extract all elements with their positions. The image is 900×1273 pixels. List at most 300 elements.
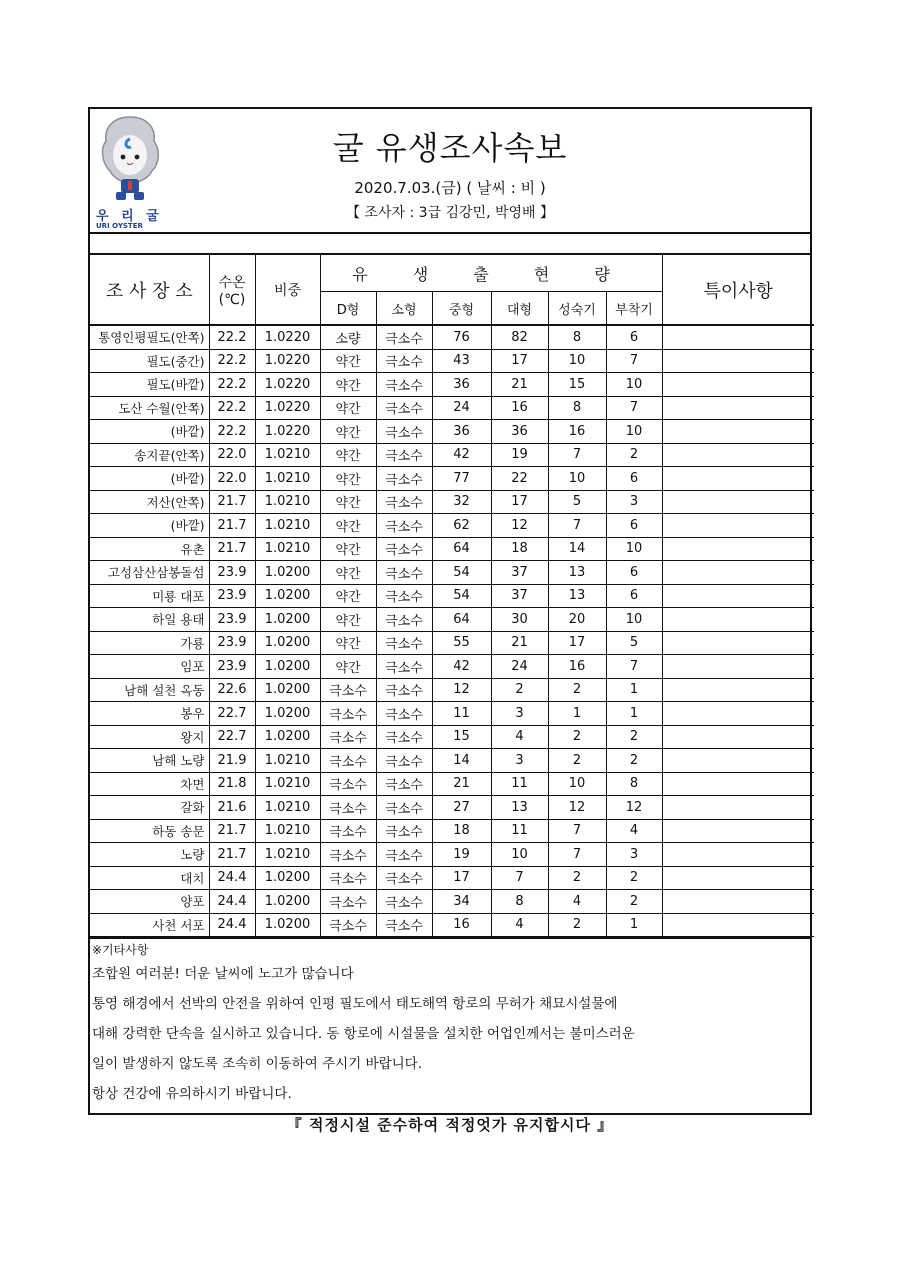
cell-large: 22 [491,467,548,491]
cell-medium: 64 [432,608,491,632]
cell-d-type: 극소수 [320,702,376,726]
bulletin-sheet [88,107,812,1115]
cell-large: 37 [491,584,548,608]
cell-attached: 12 [606,796,662,820]
cell-attached: 2 [606,749,662,773]
cell-small: 극소수 [376,373,432,397]
cell-d-type: 극소수 [320,678,376,702]
cell-remarks [662,443,814,467]
header-medium: 중형 [432,292,491,326]
cell-medium: 42 [432,443,491,467]
cell-gravity: 1.0200 [255,890,320,914]
cell-location: 대치 [90,866,209,890]
cell-gravity: 1.0200 [255,913,320,937]
cell-water-temp: 22.0 [209,467,255,491]
cell-remarks [662,608,814,632]
logo-subtext: URI OYSTER [96,222,143,230]
cell-medium: 17 [432,866,491,890]
cell-attached: 2 [606,890,662,914]
cell-d-type: 소량 [320,325,376,349]
cell-attached: 6 [606,561,662,585]
cell-remarks [662,467,814,491]
cell-water-temp: 22.0 [209,443,255,467]
cell-d-type: 약간 [320,514,376,538]
cell-water-temp: 24.4 [209,913,255,937]
cell-medium: 43 [432,349,491,373]
cell-mature: 7 [548,514,606,538]
cell-location: 임포 [90,655,209,679]
cell-d-type: 극소수 [320,772,376,796]
cell-remarks [662,772,814,796]
cell-small: 극소수 [376,749,432,773]
cell-medium: 15 [432,725,491,749]
notes-line: 항상 건강에 유의하시기 바랍니다. [92,1086,292,1102]
header-large: 대형 [491,292,548,326]
cell-small: 극소수 [376,608,432,632]
cell-gravity: 1.0200 [255,678,320,702]
cell-remarks [662,725,814,749]
cell-small: 극소수 [376,796,432,820]
cell-small: 극소수 [376,843,432,867]
table-row [90,490,814,514]
cell-water-temp: 21.8 [209,772,255,796]
cell-mature: 5 [548,490,606,514]
table-row [90,349,814,373]
cell-gravity: 1.0210 [255,749,320,773]
cell-attached: 6 [606,325,662,349]
cell-small: 극소수 [376,561,432,585]
cell-large: 30 [491,608,548,632]
cell-mature: 2 [548,866,606,890]
cell-water-temp: 21.7 [209,514,255,538]
cell-mature: 2 [548,725,606,749]
cell-location: 봉우 [90,702,209,726]
cell-location: 미룡 대포 [90,584,209,608]
table-row [90,796,814,820]
cell-large: 3 [491,702,548,726]
cell-remarks [662,890,814,914]
cell-water-temp: 21.7 [209,490,255,514]
cell-medium: 18 [432,819,491,843]
cell-water-temp: 22.2 [209,396,255,420]
cell-small: 극소수 [376,349,432,373]
header-remarks: 특이사항 [662,255,814,325]
notes-line: 조합원 여러분! 더운 날씨에 노고가 많습니다 [92,966,354,982]
cell-water-temp: 24.4 [209,866,255,890]
cell-d-type: 약간 [320,631,376,655]
cell-gravity: 1.0210 [255,772,320,796]
surveyor: 【 조사자 : 3급 김강민, 박영배 】 [345,205,554,221]
cell-water-temp: 21.7 [209,843,255,867]
cell-large: 11 [491,772,548,796]
cell-gravity: 1.0200 [255,725,320,749]
cell-gravity: 1.0200 [255,584,320,608]
cell-gravity: 1.0200 [255,631,320,655]
cell-d-type: 약간 [320,373,376,397]
cell-location: 남해 설천 옥동 [90,678,209,702]
cell-medium: 34 [432,890,491,914]
notes-heading: ※기타사항 [92,943,149,957]
cell-d-type: 극소수 [320,819,376,843]
cell-small: 극소수 [376,913,432,937]
cell-d-type: 약간 [320,584,376,608]
cell-small: 극소수 [376,537,432,561]
cell-medium: 14 [432,749,491,773]
cell-remarks [662,514,814,538]
table-row [90,514,814,538]
cell-d-type: 극소수 [320,796,376,820]
cell-d-type: 약간 [320,443,376,467]
cell-remarks [662,396,814,420]
cell-remarks [662,349,814,373]
cell-water-temp: 21.9 [209,749,255,773]
cell-attached: 7 [606,655,662,679]
header-d-type: D형 [320,292,376,326]
cell-medium: 12 [432,678,491,702]
cell-medium: 76 [432,325,491,349]
cell-d-type: 극소수 [320,843,376,867]
cell-mature: 2 [548,749,606,773]
cell-d-type: 약간 [320,467,376,491]
table-row [90,608,814,632]
cell-medium: 36 [432,373,491,397]
spacer-row [90,234,810,255]
cell-location: 유촌 [90,537,209,561]
cell-attached: 1 [606,702,662,726]
cell-mature: 14 [548,537,606,561]
cell-attached: 5 [606,631,662,655]
cell-remarks [662,678,814,702]
cell-large: 4 [491,913,548,937]
cell-mature: 8 [548,325,606,349]
header-small: 소형 [376,292,432,326]
cell-water-temp: 22.2 [209,325,255,349]
cell-location: (바깥) [90,467,209,491]
table-row [90,702,814,726]
table-row [90,749,814,773]
table-row [90,631,814,655]
cell-mature: 16 [548,655,606,679]
cell-d-type: 약간 [320,655,376,679]
cell-gravity: 1.0210 [255,537,320,561]
cell-remarks [662,561,814,585]
cell-mature: 16 [548,420,606,444]
cell-gravity: 1.0210 [255,819,320,843]
cell-d-type: 극소수 [320,866,376,890]
larvae-survey-table [90,255,814,937]
cell-small: 극소수 [376,420,432,444]
cell-small: 극소수 [376,702,432,726]
cell-water-temp: 21.7 [209,537,255,561]
cell-remarks [662,631,814,655]
cell-gravity: 1.0210 [255,514,320,538]
cell-medium: 19 [432,843,491,867]
cell-gravity: 1.0210 [255,443,320,467]
cell-mature: 4 [548,890,606,914]
logo-text: 우 리 굴 [96,209,163,224]
cell-large: 19 [491,443,548,467]
cell-medium: 42 [432,655,491,679]
cell-small: 극소수 [376,490,432,514]
cell-attached: 3 [606,490,662,514]
cell-d-type: 약간 [320,490,376,514]
cell-location: 필도(바깥) [90,373,209,397]
cell-medium: 27 [432,796,491,820]
cell-location: 송지끝(안쪽) [90,443,209,467]
cell-large: 2 [491,678,548,702]
cell-attached: 1 [606,678,662,702]
cell-water-temp: 21.6 [209,796,255,820]
cell-small: 극소수 [376,325,432,349]
cell-medium: 77 [432,467,491,491]
cell-mature: 7 [548,819,606,843]
cell-large: 8 [491,890,548,914]
cell-gravity: 1.0210 [255,490,320,514]
cell-mature: 8 [548,396,606,420]
cell-small: 극소수 [376,443,432,467]
table-row [90,561,814,585]
cell-attached: 8 [606,772,662,796]
bulletin-header [90,109,810,234]
cell-attached: 10 [606,373,662,397]
cell-gravity: 1.0220 [255,373,320,397]
table-row [90,443,814,467]
cell-water-temp: 22.2 [209,373,255,397]
cell-small: 극소수 [376,631,432,655]
cell-water-temp: 23.9 [209,655,255,679]
cell-attached: 10 [606,608,662,632]
header-location: 조 사 장 소 [90,255,209,325]
cell-water-temp: 22.7 [209,725,255,749]
cell-gravity: 1.0210 [255,843,320,867]
cell-gravity: 1.0200 [255,866,320,890]
cell-remarks [662,796,814,820]
footer-slogan: 『 적정시설 준수하여 적정엇가 유지합시다 』 [286,1116,614,1134]
cell-gravity: 1.0200 [255,561,320,585]
cell-location: (바깥) [90,420,209,444]
cell-attached: 7 [606,396,662,420]
cell-medium: 64 [432,537,491,561]
cell-location: 하일 용태 [90,608,209,632]
cell-remarks [662,325,814,349]
cell-location: (바깥) [90,514,209,538]
cell-gravity: 1.0220 [255,325,320,349]
cell-small: 극소수 [376,514,432,538]
cell-mature: 2 [548,913,606,937]
table-row [90,843,814,867]
table-row [90,678,814,702]
cell-mature: 7 [548,843,606,867]
cell-large: 11 [491,819,548,843]
cell-remarks [662,843,814,867]
header-larvae-group: 유 생 출 현 량 [320,255,662,292]
cell-large: 18 [491,537,548,561]
cell-gravity: 1.0200 [255,655,320,679]
cell-small: 극소수 [376,890,432,914]
cell-mature: 17 [548,631,606,655]
table-row [90,537,814,561]
page-title: 굴 유생조사속보 [332,129,568,167]
cell-small: 극소수 [376,772,432,796]
cell-d-type: 극소수 [320,913,376,937]
cell-gravity: 1.0220 [255,349,320,373]
cell-large: 21 [491,373,548,397]
cell-attached: 2 [606,443,662,467]
cell-attached: 10 [606,420,662,444]
cell-remarks [662,819,814,843]
cell-medium: 54 [432,584,491,608]
table-row [90,913,814,937]
cell-location: 사천 서포 [90,913,209,937]
cell-d-type: 극소수 [320,725,376,749]
cell-location: 통영인평필도(안쪽) [90,325,209,349]
table-row [90,866,814,890]
cell-small: 극소수 [376,655,432,679]
cell-remarks [662,866,814,890]
cell-medium: 21 [432,772,491,796]
cell-attached: 3 [606,843,662,867]
table-body [90,325,814,937]
cell-remarks [662,584,814,608]
cell-water-temp: 22.7 [209,702,255,726]
table-row [90,725,814,749]
header-attached: 부착기 [606,292,662,326]
notes-section [90,937,810,1113]
table-row [90,819,814,843]
table-row [90,396,814,420]
cell-water-temp: 22.2 [209,420,255,444]
cell-gravity: 1.0220 [255,420,320,444]
cell-location: 왕지 [90,725,209,749]
cell-mature: 10 [548,467,606,491]
cell-d-type: 극소수 [320,890,376,914]
cell-medium: 16 [432,913,491,937]
cell-attached: 10 [606,537,662,561]
cell-gravity: 1.0220 [255,396,320,420]
cell-large: 10 [491,843,548,867]
table-row [90,325,814,349]
cell-medium: 11 [432,702,491,726]
cell-mature: 13 [548,561,606,585]
notes-line: 일이 발생하지 않도록 조속히 이동하여 주시기 바랍니다. [92,1056,422,1072]
cell-mature: 10 [548,772,606,796]
cell-large: 13 [491,796,548,820]
cell-location: 가룡 [90,631,209,655]
table-row [90,655,814,679]
cell-location: 양포 [90,890,209,914]
cell-attached: 2 [606,866,662,890]
date-weather: 2020.7.03.(금) ( 날씨 : 비 ) [354,179,546,197]
cell-large: 7 [491,866,548,890]
cell-location: 차면 [90,772,209,796]
cell-d-type: 약간 [320,349,376,373]
cell-large: 17 [491,349,548,373]
cell-mature: 7 [548,443,606,467]
cell-large: 12 [491,514,548,538]
cell-water-temp: 21.7 [209,819,255,843]
table-row [90,772,814,796]
cell-large: 82 [491,325,548,349]
cell-location: 필도(중간) [90,349,209,373]
cell-large: 24 [491,655,548,679]
cell-water-temp: 23.9 [209,631,255,655]
table-row [90,373,814,397]
cell-remarks [662,702,814,726]
table-row [90,890,814,914]
cell-location: 하동 송문 [90,819,209,843]
cell-mature: 15 [548,373,606,397]
cell-large: 21 [491,631,548,655]
header-water-temp [209,255,255,325]
cell-remarks [662,537,814,561]
cell-small: 극소수 [376,725,432,749]
cell-attached: 4 [606,819,662,843]
cell-large: 37 [491,561,548,585]
cell-remarks [662,655,814,679]
cell-gravity: 1.0210 [255,796,320,820]
cell-small: 극소수 [376,467,432,491]
cell-d-type: 약간 [320,420,376,444]
cell-attached: 1 [606,913,662,937]
cell-location: 남해 노량 [90,749,209,773]
cell-location: 갈화 [90,796,209,820]
header-temp-unit: (℃) [218,291,246,308]
cell-d-type: 약간 [320,561,376,585]
cell-water-temp: 23.9 [209,561,255,585]
notes-line: 통영 해경에서 선박의 안전을 위하여 인평 필도에서 태도해역 항로의 무허가 채묘시설물에 [92,996,618,1012]
cell-medium: 32 [432,490,491,514]
cell-remarks [662,373,814,397]
table-row [90,420,814,444]
cell-location: 도산 수월(안쪽) [90,396,209,420]
cell-medium: 24 [432,396,491,420]
notes-line: 대해 강력한 단속을 실시하고 있습니다. 동 항로에 시설물을 설치한 어업인께서는 불미스러운 [92,1026,635,1042]
cell-d-type: 약간 [320,608,376,632]
cell-location: 노량 [90,843,209,867]
cell-medium: 36 [432,420,491,444]
cell-small: 극소수 [376,396,432,420]
cell-gravity: 1.0200 [255,608,320,632]
cell-water-temp: 23.9 [209,584,255,608]
cell-remarks [662,490,814,514]
cell-attached: 2 [606,725,662,749]
cell-attached: 6 [606,514,662,538]
cell-medium: 54 [432,561,491,585]
cell-small: 극소수 [376,584,432,608]
cell-large: 3 [491,749,548,773]
cell-d-type: 약간 [320,537,376,561]
cell-large: 36 [491,420,548,444]
table-row [90,584,814,608]
cell-small: 극소수 [376,866,432,890]
cell-small: 극소수 [376,819,432,843]
cell-large: 17 [491,490,548,514]
cell-medium: 55 [432,631,491,655]
cell-attached: 6 [606,584,662,608]
cell-mature: 12 [548,796,606,820]
cell-mature: 13 [548,584,606,608]
cell-location: 고성삼산삼봉돌섬 [90,561,209,585]
cell-mature: 2 [548,678,606,702]
header-temp-label: 수온 [218,274,246,291]
cell-gravity: 1.0200 [255,702,320,726]
cell-mature: 1 [548,702,606,726]
cell-attached: 7 [606,349,662,373]
cell-medium: 62 [432,514,491,538]
cell-gravity: 1.0210 [255,467,320,491]
cell-remarks [662,420,814,444]
cell-attached: 6 [606,467,662,491]
